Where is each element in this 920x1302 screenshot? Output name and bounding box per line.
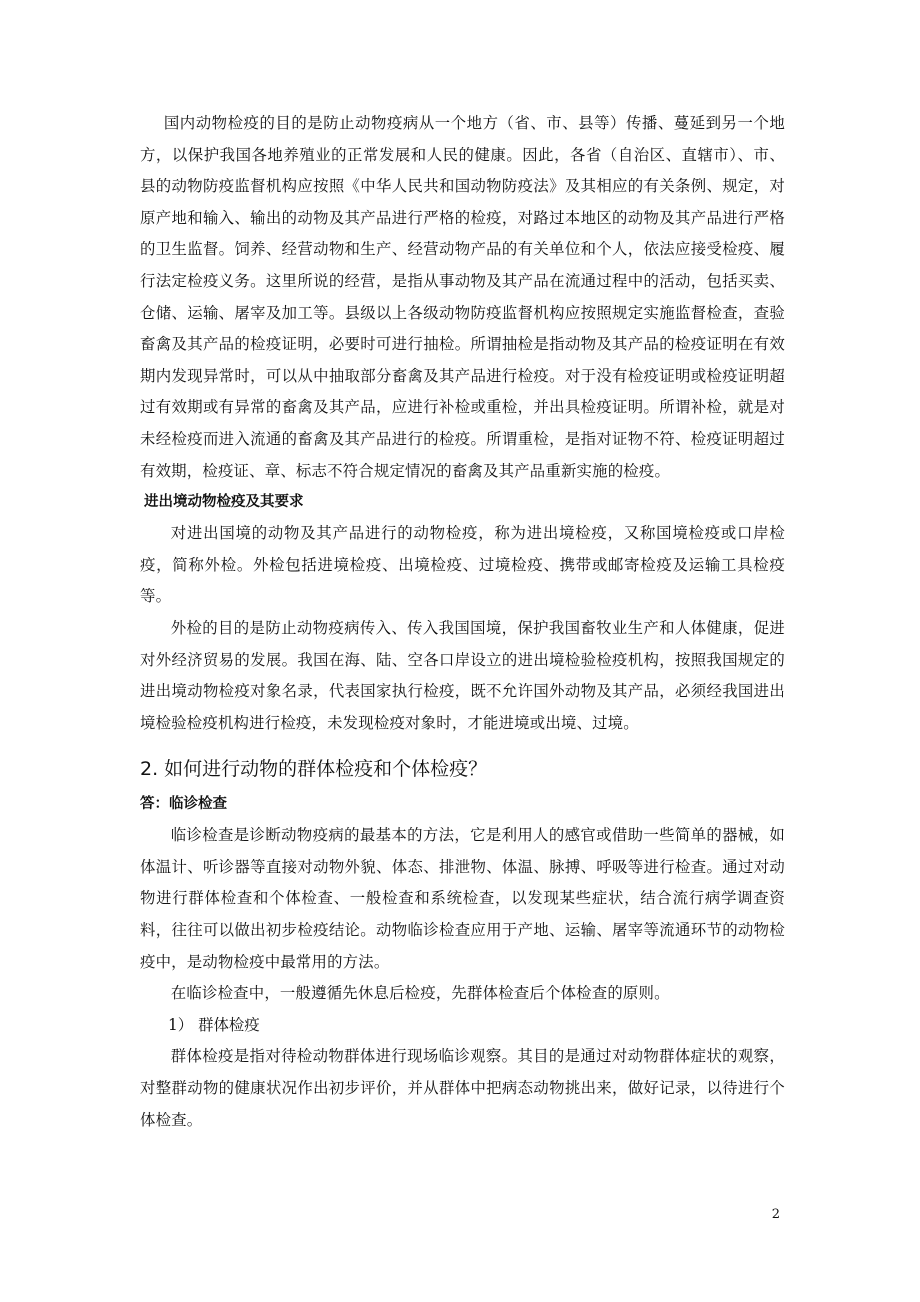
paragraph-external-quarantine-purpose: 外检的目的是防止动物疫病传入、传入我国国境，保护我国畜牧业生产和人体健康，促进对外经济贸易的发展。我国在海、陆、空各口岸设立的进出境检验检疫机构，按照我国规定的进出境动物检疫对象名录，代表国家执行检疫，既不允许国外动物及其产品，必须经我国进出境检验检疫机构进行检疫，未发现检疫对象时，才能进境或出境、过境。 (140, 618, 785, 732)
paragraph-examination-principle: 在临诊检查中，一般遵循先休息后检疫，先群体检查后个体检查的原则。 (170, 984, 670, 1003)
answer-label: 答：临诊检查 (140, 796, 227, 813)
paragraph-group-quarantine: 群体检疫是指对待检动物群体进行现场临诊观察。其目的是通过对动物群体症状的观察，对整群动物的健康状况作出初步评价，并从群体中把病态动物挑出来，做好记录，以待进行个体检查。 (140, 1047, 785, 1129)
page-content (140, 108, 785, 1136)
paragraph-entry-exit-definition: 对进出国境的动物及其产品进行的动物检疫，称为进出境检疫，又称国境检疫或口岸检疫，简称外检。外检包括进境检疫、出境检疫、过境检疫、携带或邮寄检疫及运输工具检疫等。 (140, 524, 785, 606)
list-item-group-quarantine: 1） 群体检疫 (168, 1015, 260, 1034)
paragraph-domestic-quarantine: 国内动物检疫的目的是防止动物疫病从一个地方（省、市、县等）传播、蔓延到另一个地方，以保护我国各地养殖业的正常发展和人民的健康。因此，各省（自治区、直辖市）、市、县的动物防疫监督机构应按照《中华人民共和国动物防疫法》及其相应的有关条例、规定，对原产地和输入、输出的动物及其产品进行严格的检疫，对路过本地区的动物及其产品进行严格的卫生监督。饲养、经营动物和生产、经营动物产品的有关单位和个人，依法应接受检疫、履行法定检疫义务。这里所说的经营，是指从事动物及其产品在流通过程中的活动，包括买卖、仓储、运输、屠宰及加工等。县级以上各级动物防疫监督机构应按照规定实施监督检查，查验畜禽及其产品的检疫证明，必要时可进行抽检。所谓抽检是指动物及其产品的检疫证明在有效期内发现异常时，可以从中抽取部分畜禽及其产品进行检疫。对于没有检疫证明或检疫证明超过有效期或有异常的畜禽及其产品，应进行补检或重检，并出具检疫证明。所谓补检，就是对未经检疫而进入流通的畜禽及其产品进行的检疫。所谓重检，是指对证物不符、检疫证明超过有效期，检疫证、章、标志不符合规定情况的畜禽及其产品重新实施的检疫。 (140, 114, 785, 480)
subheading-entry-exit-quarantine: 进出境动物检疫及其要求 (144, 494, 304, 511)
page-number: 2 (771, 1207, 780, 1222)
paragraph-clinical-examination: 临诊检查是诊断动物疫病的最基本的方法，它是利用人的感官或借助一些简单的器械，如体温计、听诊器等直接对动物外貌、体态、排泄物、体温、脉搏、呼吸等进行检查。通过对动物进行群体检查和个体检查、一般检查和系统检查，以发现某些症状，结合流行病学调查资料，往往可以做出初步检疫结论。动物临诊检查应用于产地、运输、屠宰等流通环节的动物检疫中，是动物检疫中最常用的方法。 (140, 826, 785, 971)
question-heading: 2. 如何进行动物的群体检疫和个体检疫？ (140, 758, 488, 781)
